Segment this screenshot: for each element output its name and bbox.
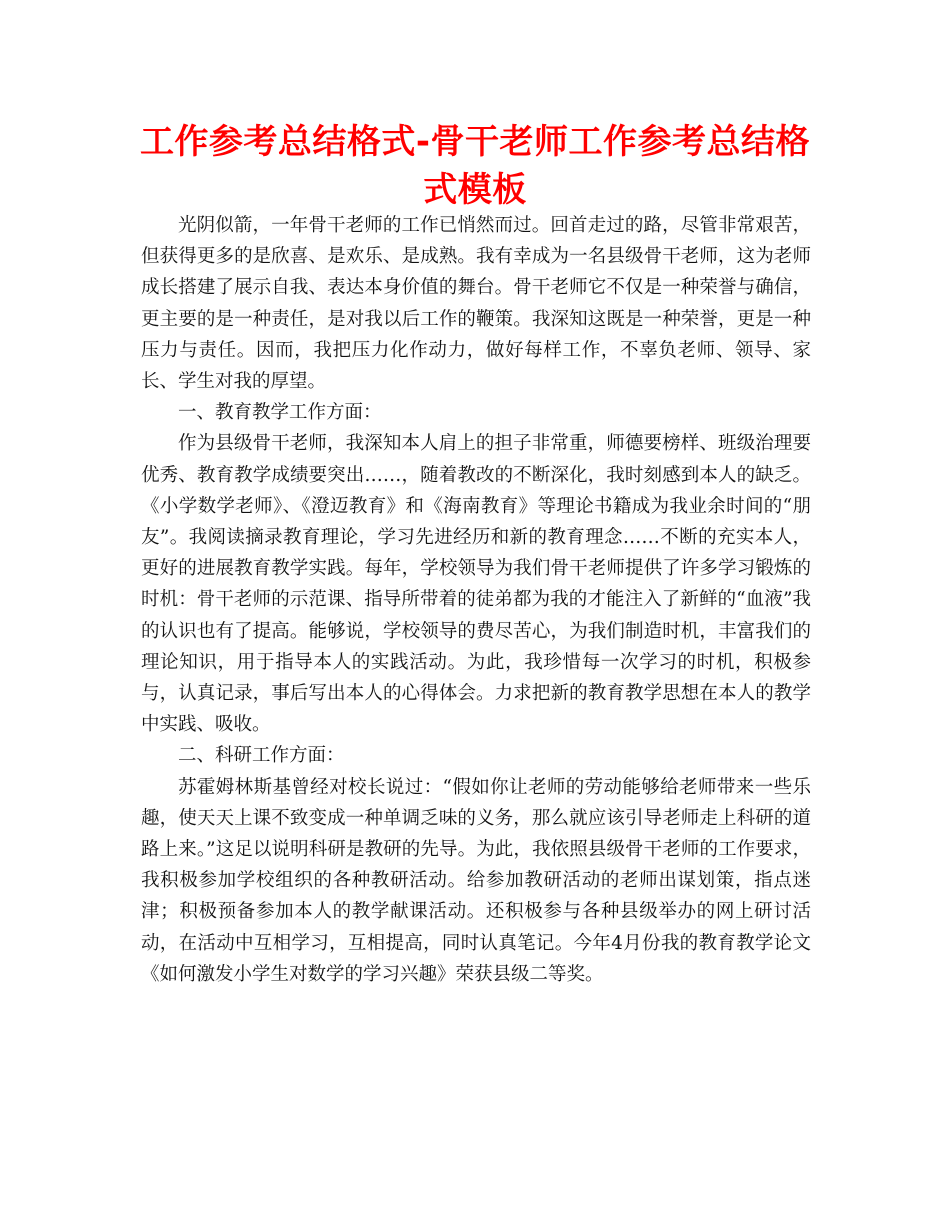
document-body: [141, 210, 811, 990]
paragraph-intro: 光阴似箭，一年骨干老师的工作已悄然而过。回首走过的路，尽管非常艰苦，但获得更多的是欣喜、是欢乐、是成熟。我有幸成为一名县级骨干老师，这为老师成长搭建了展示自我、表达本身价值的舞台。骨干老师它不仅是一种荣誉与确信，更主要的是一种责任，是对我以后工作的鞭策。我深知这既是一种荣誉，更是一种压力与责任。因而，我把压力化作动力，做好每样工作，不辜负老师、领导、家长、学生对我的厚望。: [141, 215, 811, 393]
section-heading-teaching: 一、教育教学工作方面：: [178, 402, 382, 424]
section-heading-research: 二、科研工作方面：: [178, 745, 345, 767]
paragraph-teaching: 作为县级骨干老师，我深知本人肩上的担子非常重，师德要榜样、班级治理要优秀、教育教学成绩要突出……，随着教改的不断深化，我时刻感到本人的缺乏。《小学数学老师》、《澄迈教育》和《海南教育》等理论书籍成为我业余时间的“朋友”。我阅读摘录教育理论，学习先进经历和新的教育理念……不断的充实本人，更好的进展教育教学实践。每年，学校领导为我们骨干老师提供了许多学习锻炼的时机：骨干老师的示范课、指导所带着的徒弟都为我的才能注入了新鲜的“血液”我的认识也有了提高。能够说，学校领导的费尽苦心，为我们制造时机，丰富我们的理论知识，用于指导本人的实践活动。为此，我珍惜每一次学习的时机，积极参与，认真记录，事后写出本人的心得体会。力求把新的教育教学思想在本人的教学中实践、吸收。: [141, 433, 811, 736]
paragraph-research: 苏霍姆林斯基曾经对校长说过：“假如你让老师的劳动能够给老师带来一些乐趣，使天天上课不致变成一种单调乏味的义务，那么就应该引导老师走上科研的道路上来。”这足以说明科研是教研的先导。为此，我依照县级骨干老师的工作要求，我积极参加学校组织的各种教研活动。给参加教研活动的老师出谋划策，指点迷津；积极预备参加本人的教学献课活动。还积极参与各种县级举办的网上研讨活动，在活动中互相学习，互相提高，同时认真笔记。今年4月份我的教育教学论文《如何激发小学生对数学的学习兴趣》荣获县级二等奖。: [141, 776, 811, 985]
document-title: 工作参考总结格式-骨干老师工作参考总结格式模板: [139, 122, 811, 210]
